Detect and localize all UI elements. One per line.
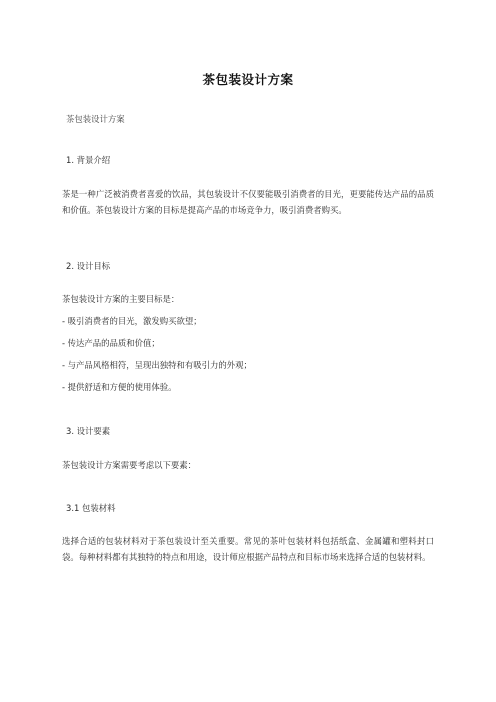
goal-item: - 提供舒适和方便的使用体验。 — [62, 382, 177, 392]
section-1-paragraph: 茶是一种广泛被消费者喜爱的饮品，其包装设计不仅要能吸引消费者的目光，更要能传达产品的品质和价值。茶包装设计方案的目标是提高产品的市场竞争力，吸引消费者购买。 — [62, 189, 434, 215]
goal-item: - 传达产品的品质和价值； — [62, 338, 160, 348]
section-2-intro: 茶包装设计方案的主要目标是： — [62, 294, 180, 304]
goal-item: - 与产品风格相符，呈现出独特和有吸引力的外观； — [62, 360, 252, 370]
goal-item: - 吸引消费者的目光，激发购买欲望； — [62, 316, 202, 326]
section-3-1-paragraph: 选择合适的包装材料对于茶包装设计至关重要。常见的茶叶包装材料包括纸盒、金属罐和塑料封口袋。每种材料都有其独特的特点和用途，设计师应根据产品特点和目标市场来选择合适的包装材料。 — [62, 536, 434, 562]
section-2-heading: 2. 设计目标 — [66, 261, 111, 271]
section-3-intro: 茶包装设计方案需要考虑以下要素： — [62, 460, 196, 470]
section-3-1-heading: 3.1 包装材料 — [66, 503, 116, 513]
section-1-heading: 1. 背景介绍 — [66, 155, 111, 165]
section-3-heading: 3. 设计要素 — [66, 426, 111, 436]
document-title: 茶包装设计方案 — [202, 72, 294, 87]
document-subtitle: 茶包装设计方案 — [66, 114, 125, 124]
